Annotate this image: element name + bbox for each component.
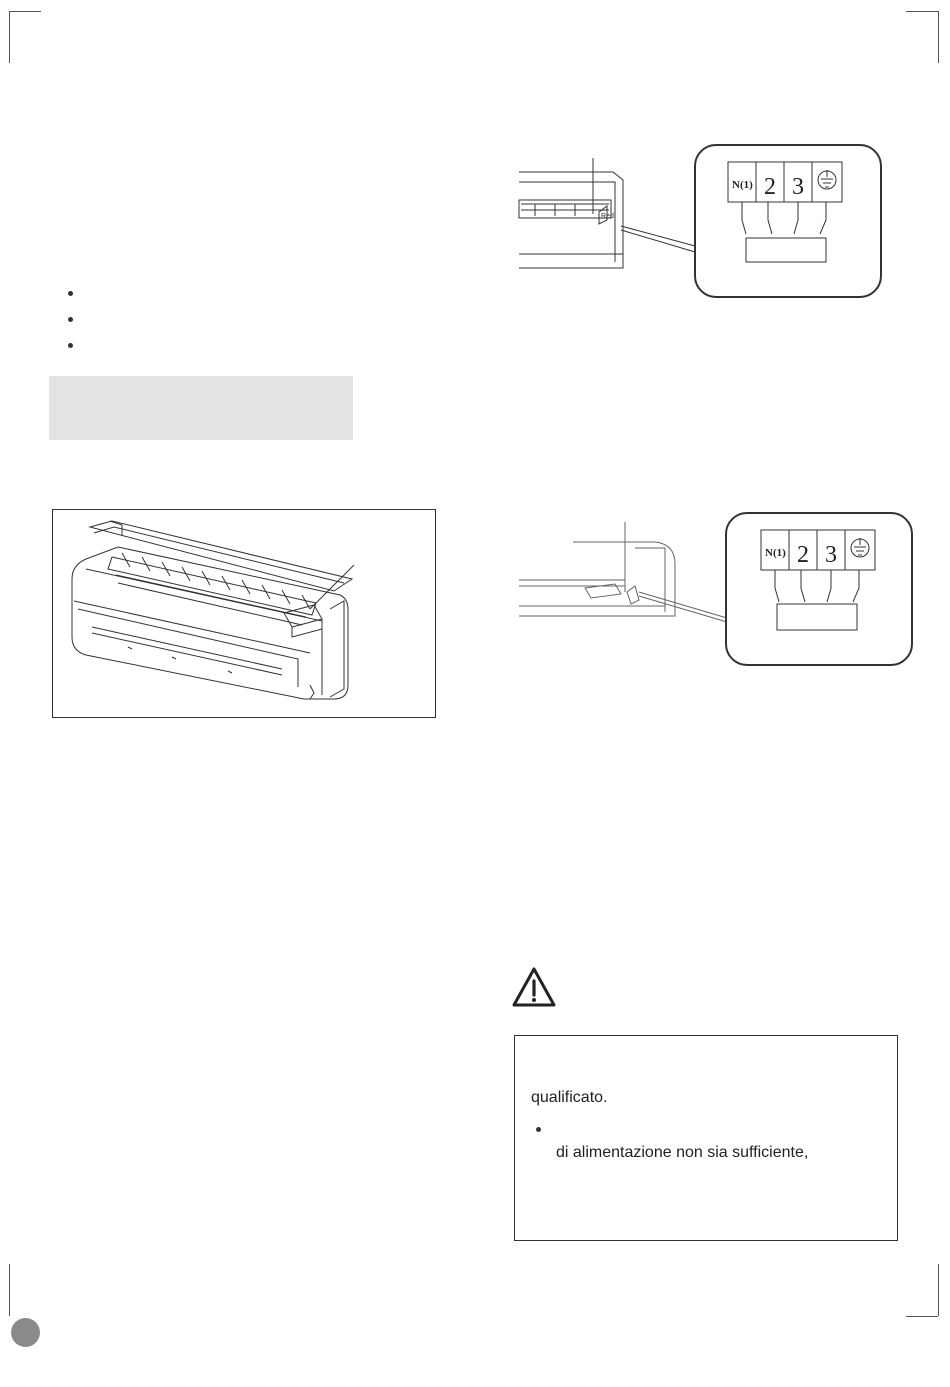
bullet-3 xyxy=(68,343,73,348)
page-number-dot xyxy=(11,1318,40,1347)
bullet-2 xyxy=(68,317,73,322)
bullet-1 xyxy=(68,291,73,296)
warning-bullet xyxy=(536,1127,541,1132)
svg-text:N(1): N(1) xyxy=(732,179,753,191)
terminal-block-top xyxy=(694,144,882,296)
indoor-unit-illustration xyxy=(52,509,434,716)
svg-text:3: 3 xyxy=(825,542,837,568)
warning-box xyxy=(514,1035,898,1241)
svg-text:3: 3 xyxy=(792,174,804,200)
warning-line-1: qualificato. xyxy=(531,1089,608,1106)
unit-terminal-view-top xyxy=(515,158,695,273)
terminal-block-bottom xyxy=(725,512,913,664)
warning-bullet-text: di alimentazione non sia sufficiente, xyxy=(556,1144,809,1161)
warning-triangle-icon xyxy=(511,966,557,1008)
svg-text:2: 2 xyxy=(797,542,809,568)
note-box xyxy=(49,376,353,440)
svg-text:2: 2 xyxy=(764,174,776,200)
unit-terminal-view-bottom xyxy=(515,522,727,630)
svg-text:N(1): N(1) xyxy=(765,547,786,559)
unit-label: Red xyxy=(601,213,614,220)
